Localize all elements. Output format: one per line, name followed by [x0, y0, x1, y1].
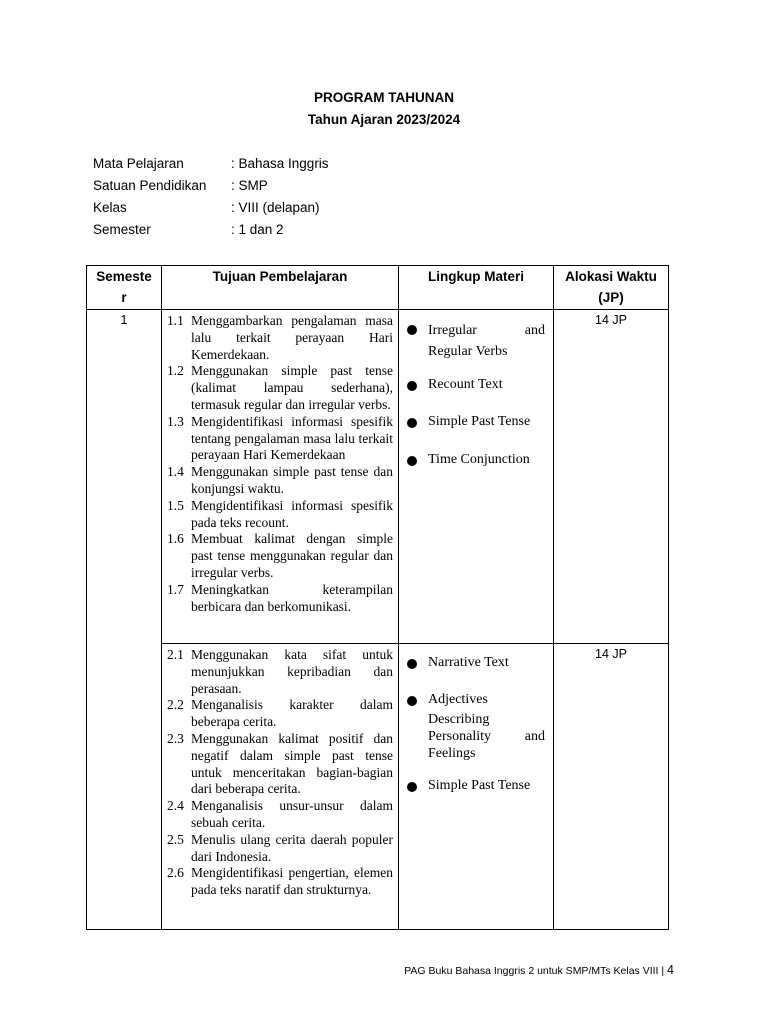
objective-number: 1.6	[167, 531, 184, 547]
objective-number: 1.1	[167, 313, 184, 328]
document-title	[0, 87, 768, 131]
objective-text: Mengidentifikasi informasi spesifik tentang pengalaman masa lalu terkait perayaan Hari Kemerdekaan	[191, 413, 393, 463]
objective-item	[167, 731, 393, 798]
info-label: Mata Pelajaran	[93, 156, 184, 171]
material-item	[407, 320, 545, 362]
objectives-cell	[162, 310, 399, 644]
bullet-icon	[407, 376, 428, 393]
objective-number: 2.1	[167, 647, 184, 662]
material-text: Irregular and Regular Verbs	[428, 323, 545, 359]
objective-number: 1.5	[167, 497, 184, 513]
info-value: : VIII (delapan)	[231, 200, 320, 215]
page-number: 4	[667, 963, 674, 977]
table-row	[87, 644, 669, 930]
bullet-icon	[407, 413, 428, 430]
material-text: Adjectives	[428, 692, 488, 707]
objective-item	[167, 582, 393, 616]
bullet-icon	[407, 654, 428, 671]
page-footer	[404, 963, 674, 978]
material-item	[407, 691, 545, 708]
title-line-1: PROGRAM TAHUNAN	[314, 90, 454, 105]
objective-text: Menggambarkan pengalaman masa lalu terkait perayaan Hari Kemerdekaan.	[191, 313, 393, 362]
objective-number: 2.3	[167, 730, 184, 746]
allocation-cell: 14 JP	[554, 644, 669, 930]
objective-number: 1.2	[167, 363, 184, 379]
info-label: Kelas	[93, 200, 127, 215]
footer-text: PAG Buku Bahasa Inggris 2 untuk SMP/MTs Kelas VIII	[404, 965, 659, 977]
course-info	[93, 153, 493, 241]
material-item	[407, 413, 545, 430]
title-line-2: Tahun Ajaran 2023/2024	[307, 112, 461, 127]
info-value: : Bahasa Inggris	[231, 156, 329, 171]
objective-number: 2.6	[167, 865, 184, 881]
objective-item	[167, 798, 393, 832]
objective-text: Meningkatkan keterampilan berbicara dan berkomunikasi.	[191, 581, 393, 614]
header-lingkup: Lingkup Materi	[399, 266, 554, 310]
objective-text: Menganalisis karakter dalam beberapa cerita.	[191, 697, 393, 730]
header-alokasi-line-1: Alokasi Waktu	[565, 269, 657, 284]
material-item	[407, 451, 545, 468]
material-item	[407, 654, 545, 671]
semester-cell: 1	[87, 310, 162, 930]
program-table	[86, 265, 669, 930]
objective-item	[167, 414, 393, 464]
objective-item	[167, 697, 393, 731]
objective-number: 1.7	[167, 581, 184, 597]
header-semester-line-2: r	[121, 290, 127, 305]
info-row-semester	[93, 219, 493, 241]
objective-number: 2.4	[167, 798, 184, 814]
objective-number: 1.3	[167, 413, 184, 429]
objective-item	[167, 363, 393, 413]
material-text: Recount Text	[428, 377, 503, 392]
info-row-school	[93, 175, 493, 197]
footer-separator: |	[661, 965, 665, 977]
header-alokasi-line-2: (JP)	[598, 290, 624, 305]
objective-number: 2.5	[167, 831, 184, 847]
table-row	[87, 310, 669, 644]
objectives-cell	[162, 644, 399, 930]
header-alokasi	[554, 266, 669, 310]
material-item	[407, 376, 545, 393]
materials-cell	[399, 310, 554, 644]
material-item	[407, 777, 545, 794]
info-value: : 1 dan 2	[231, 222, 284, 237]
objective-text: Menggunakan kata sifat untuk menunjukkan kepribadian dan perasaan.	[191, 647, 393, 696]
info-label: Semester	[93, 222, 151, 237]
objective-item	[167, 647, 393, 697]
objective-item	[167, 464, 393, 498]
bullet-icon	[407, 451, 428, 468]
objective-text: Mengidentifikasi informasi spesifik pada teks recount.	[191, 497, 393, 530]
objective-text: Menggunakan simple past tense dan konjungsi waktu.	[191, 464, 393, 496]
material-text: Time Conjunction	[428, 452, 530, 467]
info-value: : SMP	[231, 178, 268, 193]
bullet-icon	[407, 691, 428, 708]
objective-text: Mengidentifikasi pengertian, elemen pada teks naratif dan strukturnya.	[191, 865, 393, 898]
info-row-subject	[93, 153, 493, 175]
objective-text: Menggunakan simple past tense (kalimat lampau sederhana), termasuk regular dan irregular verbs.	[191, 363, 393, 412]
objective-item	[167, 313, 393, 363]
objective-text: Menganalisis unsur-unsur dalam sebuah cerita.	[191, 798, 393, 830]
objective-item	[167, 865, 393, 899]
header-semester-line-1: Semeste	[96, 269, 152, 284]
objective-item	[167, 498, 393, 532]
material-text: Simple Past Tense	[428, 414, 531, 429]
allocation-cell: 14 JP	[554, 310, 669, 644]
objective-item	[167, 832, 393, 866]
header-tujuan: Tujuan Pembelajaran	[162, 266, 399, 310]
objective-number: 1.4	[167, 464, 184, 480]
material-text: Narrative Text	[428, 655, 509, 670]
material-text: Simple Past Tense	[428, 778, 531, 793]
objective-number: 2.2	[167, 697, 184, 713]
objective-text: Menulis ulang cerita daerah populer dari Indonesia.	[191, 831, 393, 864]
objective-text: Membuat kalimat dengan simple past tense menggunakan regular dan irregular verbs.	[191, 531, 393, 580]
bullet-icon	[407, 777, 428, 794]
header-semester	[87, 266, 162, 310]
objective-text: Menggunakan kalimat positif dan negatif dalam simple past tense untuk menceritakan bagian-bagian dari beberapa cerita.	[191, 730, 393, 797]
materials-cell	[399, 644, 554, 930]
info-label: Satuan Pendidikan	[93, 178, 207, 193]
objective-item	[167, 531, 393, 581]
material-subtext: Describing Personality and Feelings	[428, 712, 545, 761]
bullet-icon	[407, 320, 428, 362]
table-header-row	[87, 266, 669, 310]
info-row-class	[93, 197, 493, 219]
